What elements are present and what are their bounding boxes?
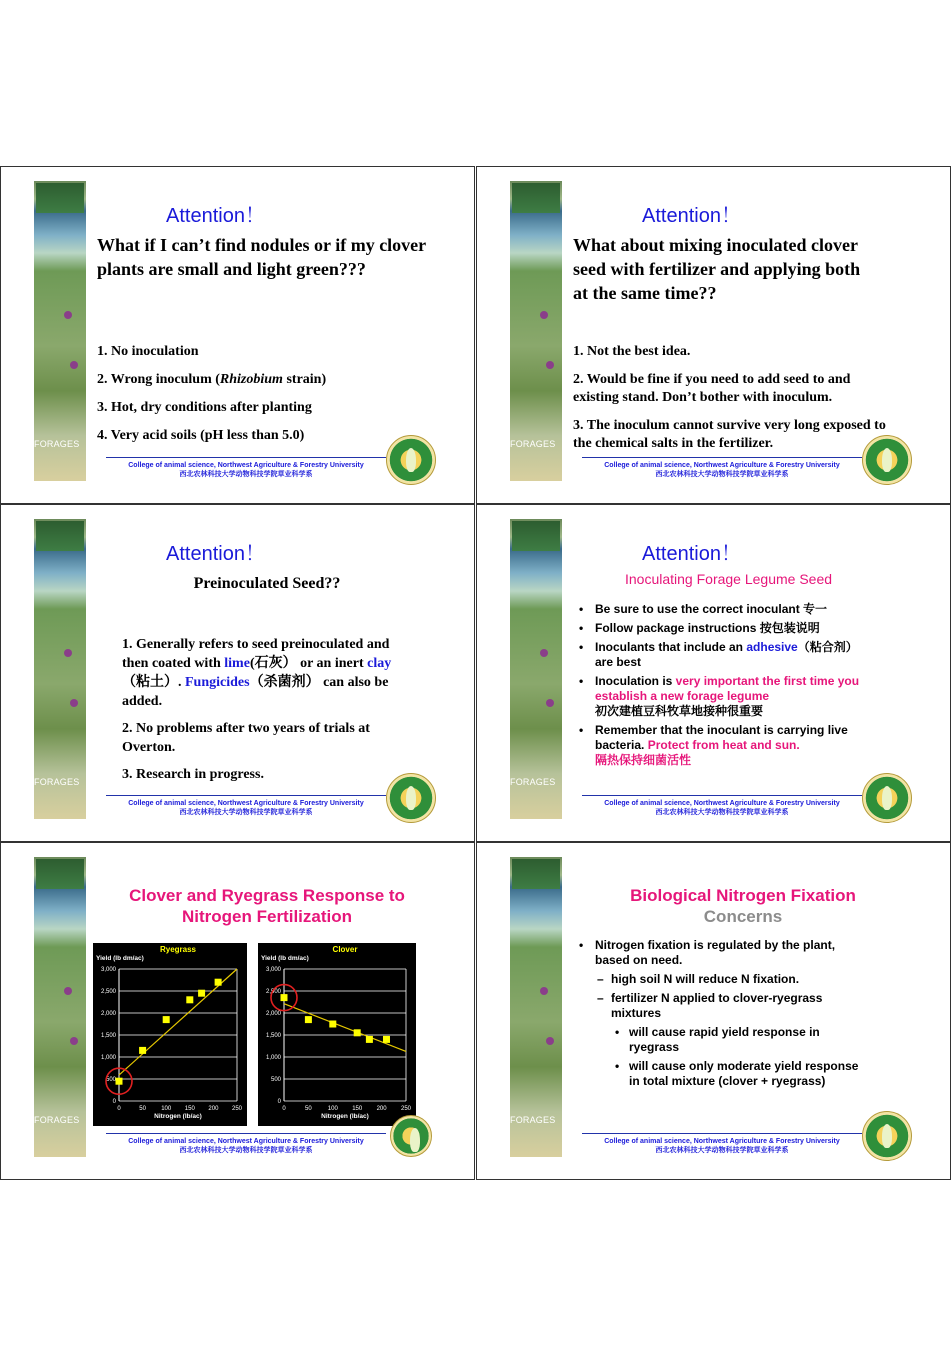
- clover-chart-svg: [258, 943, 416, 1126]
- highlight-lime: lime: [224, 656, 250, 671]
- y-axis-label: Yield (lb dm/ac): [261, 955, 309, 962]
- list-item: 3. Hot, dry conditions after planting: [97, 400, 312, 415]
- y-tick-label: 2,500: [265, 989, 281, 995]
- flower-decoration: [546, 699, 554, 707]
- footer-en: College of animal science, Northwest Agriculture & Forestry University: [604, 800, 840, 807]
- university-seal-icon: [862, 1111, 912, 1161]
- y-axis-label: Yield (lb dm/ac): [96, 955, 144, 962]
- x-tick-label: 250: [400, 1106, 412, 1112]
- x-tick-label: 200: [376, 1106, 387, 1112]
- list-item: [97, 371, 437, 389]
- chart-title: Clover: [332, 945, 358, 954]
- list-item-text: strain): [282, 372, 327, 387]
- clover-chart: [258, 943, 416, 1126]
- text-run-cn: 隔热保持细菌活性: [595, 753, 692, 767]
- bullet-item: – high soil N will reduce N fixation.: [579, 972, 861, 987]
- x-tick-label: 100: [327, 1106, 338, 1112]
- data-point: [329, 1021, 336, 1028]
- y-tick-label: 1,000: [265, 1055, 281, 1061]
- x-axis-label: Nitrogen (lb/ac): [321, 1113, 369, 1120]
- text-run: （粘合剂） are best: [595, 640, 858, 669]
- flower-decoration: [70, 1037, 78, 1045]
- footer-en: College of animal science, Northwest Agriculture & Forestry University: [128, 1138, 364, 1145]
- slide-heading: Attention！: [642, 205, 741, 227]
- paragraph-3: 3. Research in progress.: [122, 767, 264, 782]
- highlight-clay: clay: [367, 656, 392, 671]
- slide-footer: [106, 457, 386, 479]
- data-point: [215, 979, 222, 986]
- data-point: [366, 1036, 373, 1043]
- flower-decoration: [540, 649, 548, 657]
- footer-cn: 西北农林科技大学动物科技学院草业科学系: [179, 471, 313, 478]
- bullet-item: • Nitrogen fixation is regulated by the plant, based on need.: [579, 938, 861, 968]
- ryegrass-chart-svg: [93, 943, 247, 1126]
- x-tick-label: 0: [282, 1106, 286, 1112]
- paragraph-2: 2. No problems after two years of trials at Overton.: [122, 721, 370, 755]
- footer-en: College of animal science, Northwest Agriculture & Forestry University: [128, 462, 364, 469]
- highlight-adhesive: adhesive: [746, 640, 798, 654]
- university-seal-icon: [390, 1115, 432, 1157]
- footer-cn: 西北农林科技大学动物科技学院草业科学系: [655, 471, 789, 478]
- banner-logo: [512, 521, 560, 551]
- bullet-item: [579, 674, 861, 719]
- cause-list: [97, 343, 437, 455]
- x-tick-label: 50: [305, 1106, 312, 1112]
- forages-banner: [34, 857, 86, 1157]
- text-run: （粘土）.: [122, 675, 185, 690]
- banner-logo: [512, 859, 560, 889]
- slide-footer: [106, 795, 386, 817]
- forages-banner: [34, 181, 86, 481]
- paragraph-1: [122, 635, 412, 711]
- preinoculated-text: [122, 635, 412, 784]
- forages-label: FORAGES: [510, 439, 556, 449]
- forages-label: FORAGES: [34, 777, 80, 787]
- text-run: Remember that the inoculant is carrying live bacteria.: [595, 723, 848, 752]
- highlight-protect: Protect from heat and sun.: [647, 738, 800, 752]
- y-tick-label: 2,000: [100, 1011, 116, 1017]
- text-run: (石灰） or an inert: [249, 656, 368, 671]
- slide-question: What if I can’t find nodules or if my clover plants are small and light green???: [97, 235, 426, 279]
- forages-banner: [510, 519, 562, 819]
- forages-label: FORAGES: [34, 1115, 80, 1125]
- flower-decoration: [540, 987, 548, 995]
- y-tick-label: 2,000: [265, 1011, 281, 1017]
- chart-title: Ryegrass: [159, 945, 197, 954]
- slide-title: Biological Nitrogen Fixation: [630, 886, 856, 905]
- bullet-item: [579, 723, 861, 768]
- bullet-item: • Follow package instructions 按包装说明: [579, 621, 861, 636]
- slide-footer: [582, 795, 862, 817]
- slide-subtitle: Concerns: [703, 907, 783, 926]
- forages-label: FORAGES: [510, 1115, 556, 1125]
- slide-title: Clover and Ryegrass Response to Nitrogen Fertilization: [129, 886, 405, 926]
- list-item: 4. Very acid soils (pH less than 5.0): [97, 428, 305, 443]
- flower-decoration: [70, 699, 78, 707]
- flower-decoration: [540, 311, 548, 319]
- footer-cn: 西北农林科技大学动物科技学院草业科学系: [655, 1147, 789, 1154]
- ryegrass-chart: [93, 943, 247, 1126]
- list-item: 1. No inoculation: [97, 344, 199, 359]
- slide-5: [0, 842, 475, 1180]
- bullet-item: • Be sure to use the correct inoculant 专一: [579, 602, 861, 617]
- slide-3: [0, 504, 475, 842]
- y-tick-label: 1,000: [100, 1055, 116, 1061]
- list-item: 2. Would be fine if you need to add seed to and existing stand. Don’t bother with inoculum.: [573, 372, 851, 405]
- flower-decoration: [70, 361, 78, 369]
- forages-label: FORAGES: [34, 439, 80, 449]
- footer-en: College of animal science, Northwest Agriculture & Forestry University: [604, 462, 840, 469]
- slide-footer: [582, 457, 862, 479]
- list-item: 3. The inoculum cannot survive very long exposed to the chemical salts in the fertilizer.: [573, 418, 886, 451]
- footer-cn: 西北农林科技大学动物科技学院草业科学系: [179, 1147, 313, 1154]
- data-point: [198, 990, 205, 997]
- list-item: 1. Not the best idea.: [573, 344, 691, 359]
- x-tick-label: 150: [352, 1106, 363, 1112]
- bullet-item: – fertilizer N applied to clover-ryegrass mixtures: [579, 991, 861, 1021]
- italic-term: Rhizobium: [219, 372, 283, 387]
- text-run: 1. Generally refers to seed preinoculated and then coated with: [122, 637, 390, 671]
- data-point: [354, 1029, 361, 1036]
- flower-decoration: [64, 649, 72, 657]
- flower-decoration: [64, 311, 72, 319]
- y-tick-label: 500: [270, 1077, 281, 1083]
- x-axis-label: Nitrogen (lb/ac): [154, 1113, 202, 1120]
- footer-en: College of animal science, Northwest Agriculture & Forestry University: [604, 1138, 840, 1145]
- slide-heading: Attention！: [166, 205, 265, 227]
- banner-logo: [36, 521, 84, 551]
- x-tick-label: 0: [117, 1106, 121, 1112]
- university-seal-icon: [386, 435, 436, 485]
- university-seal-icon: [862, 773, 912, 823]
- footer-cn: 西北农林科技大学动物科技学院草业科学系: [655, 809, 789, 816]
- data-point: [383, 1036, 390, 1043]
- slide-1: [0, 166, 475, 504]
- slide-subtitle: Inoculating Forage Legume Seed: [625, 571, 833, 587]
- data-point: [139, 1047, 146, 1054]
- y-tick-label: 3,000: [265, 967, 281, 973]
- bnf-bullets: [579, 938, 861, 1093]
- forages-label: FORAGES: [510, 777, 556, 787]
- slide-footer: [582, 1133, 862, 1155]
- data-point: [281, 994, 288, 1001]
- trend-line: [284, 1004, 406, 1052]
- data-point: [116, 1078, 123, 1085]
- text-run: Inoculation is: [595, 674, 676, 688]
- bullet-item: • will cause only moderate yield response in total mixture (clover + ryegrass): [579, 1059, 861, 1089]
- slide-footer: [106, 1133, 386, 1155]
- data-point: [163, 1016, 170, 1023]
- x-tick-label: 200: [208, 1106, 219, 1112]
- slide-heading: Attention！: [166, 543, 265, 565]
- slide-4: [476, 504, 951, 842]
- university-seal-icon: [862, 435, 912, 485]
- y-tick-label: 1,500: [100, 1033, 116, 1039]
- text-run: Inoculants that include an: [595, 640, 747, 654]
- slide-question: What about mixing inoculated clover seed with fertilizer and applying both at the same time??: [573, 235, 861, 303]
- data-point: [305, 1016, 312, 1023]
- slide-6: [476, 842, 951, 1180]
- list-item-text: 2. Wrong inoculum (: [97, 372, 220, 387]
- highlight-fungicides: Fungicides: [185, 675, 250, 690]
- slide-heading: Attention！: [642, 543, 741, 565]
- slide-2: [476, 166, 951, 504]
- banner-logo: [512, 183, 560, 213]
- flower-decoration: [546, 1037, 554, 1045]
- data-point: [186, 996, 193, 1003]
- forages-banner: [510, 857, 562, 1157]
- university-seal-icon: [386, 773, 436, 823]
- bullet-item: • will cause rapid yield response in ryegrass: [579, 1025, 861, 1055]
- flower-decoration: [64, 987, 72, 995]
- banner-logo: [36, 183, 84, 213]
- flower-decoration: [546, 361, 554, 369]
- x-tick-label: 50: [139, 1106, 146, 1112]
- forages-banner: [34, 519, 86, 819]
- slide-subtitle: Preinoculated Seed??: [193, 575, 341, 592]
- forages-banner: [510, 181, 562, 481]
- y-tick-label: 1,500: [265, 1033, 281, 1039]
- inoculation-bullets: [579, 602, 861, 772]
- y-tick-label: 0: [277, 1099, 281, 1105]
- banner-logo: [36, 859, 84, 889]
- x-tick-label: 100: [161, 1106, 172, 1112]
- footer-en: College of animal science, Northwest Agriculture & Forestry University: [128, 800, 364, 807]
- x-tick-label: 250: [231, 1106, 243, 1112]
- handout-grid: [0, 166, 952, 1181]
- y-tick-label: 0: [112, 1099, 116, 1105]
- text-run-cn: 初次建植豆科牧草地接种很重要: [595, 704, 764, 718]
- bullet-item: [579, 640, 861, 670]
- y-tick-label: 500: [105, 1077, 116, 1083]
- answer-list: [573, 343, 893, 463]
- x-tick-label: 150: [184, 1106, 195, 1112]
- highlight-important: very important the first time you establish a new forage legume: [595, 674, 860, 703]
- footer-cn: 西北农林科技大学动物科技学院草业科学系: [179, 809, 313, 816]
- y-tick-label: 2,500: [100, 989, 116, 995]
- y-tick-label: 3,000: [100, 967, 116, 973]
- text-run: （杀菌剂） can also be added.: [122, 675, 389, 709]
